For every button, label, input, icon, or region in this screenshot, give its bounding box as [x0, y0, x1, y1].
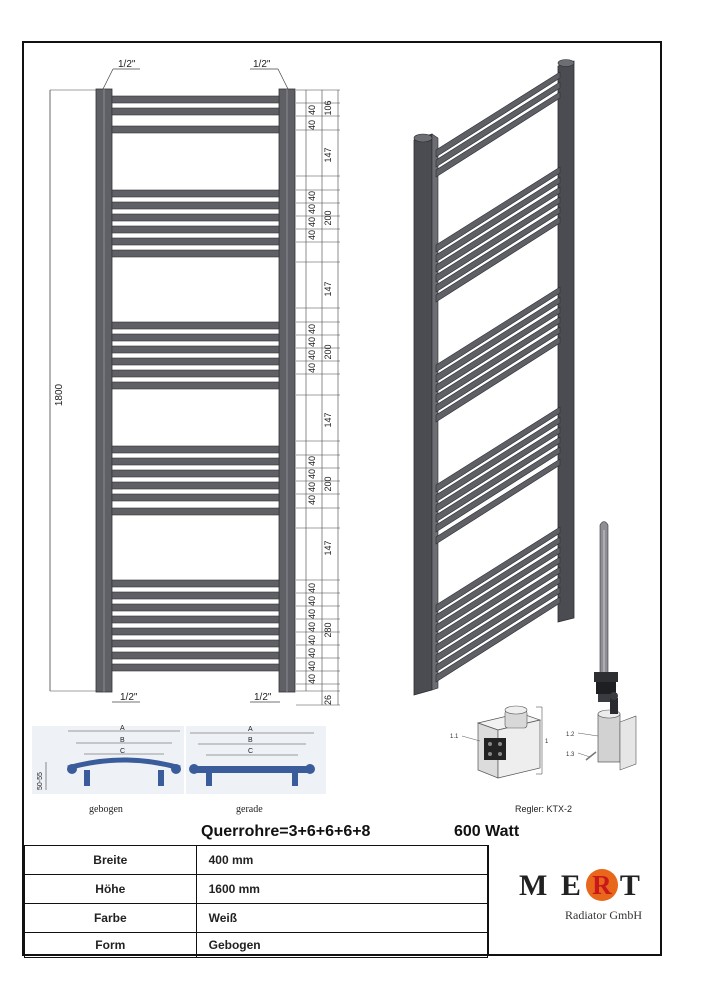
- dimension-label: 200: [323, 476, 333, 492]
- variant-straight: [186, 726, 326, 794]
- horizontal-tube: [112, 370, 279, 377]
- horizontal-tube: [112, 640, 279, 647]
- spec-row-width: [25, 846, 488, 875]
- pipe-size-label-bottom-right: 1/2": [254, 692, 272, 703]
- horizontal-tube: [112, 616, 279, 623]
- dimension-label: 200: [323, 210, 333, 226]
- part-label-1-3: 1.3: [566, 752, 575, 758]
- dimension-label: 40: [307, 323, 317, 335]
- dimension-label: 40: [307, 349, 317, 361]
- power-summary: 600 Watt: [454, 823, 520, 840]
- horizontal-tube: [112, 346, 279, 353]
- horizontal-tube: [112, 202, 279, 209]
- company-logo: [519, 869, 643, 903]
- heating-element: [594, 522, 618, 703]
- logo-box: [488, 845, 662, 956]
- spec-value: 1600 mm: [196, 875, 487, 904]
- dimension-label: 40: [307, 621, 317, 633]
- horizontal-tube: [112, 190, 279, 197]
- spec-value: 400 mm: [196, 846, 487, 875]
- horizontal-tube: [112, 226, 279, 233]
- horizontal-tube: [112, 322, 279, 329]
- dim-b-curved: B: [120, 737, 125, 744]
- dimension-label: 40: [307, 481, 317, 493]
- tubes-summary: Querrohre=3+6+6+6+8: [201, 823, 371, 840]
- dimension-label: 40: [307, 229, 317, 241]
- perspective-tube: [436, 82, 560, 167]
- spec-row-form: [25, 933, 488, 958]
- variant-curved: [32, 725, 184, 794]
- dim-a-curved: A: [120, 725, 125, 732]
- dimension-label: 40: [307, 203, 317, 215]
- dimension-label: 40: [307, 634, 317, 646]
- controller-diagram: [450, 692, 636, 778]
- part-label-1: 1: [545, 739, 549, 745]
- dimension-label: 147: [323, 412, 333, 428]
- controller-label: Regler: KTX-2: [515, 804, 573, 814]
- overall-height-label: 1800: [54, 383, 65, 407]
- horizontal-tube: [112, 214, 279, 221]
- dim-c-curved: C: [120, 748, 126, 755]
- dim-a-straight: A: [248, 726, 253, 733]
- spec-key: Höhe: [25, 875, 197, 904]
- horizontal-tube: [112, 96, 279, 103]
- dimension-label: 40: [307, 468, 317, 480]
- spec-value: Weiß: [196, 904, 487, 933]
- spec-key: Breite: [25, 846, 197, 875]
- spec-table: [24, 845, 488, 958]
- dimension-label: 40: [307, 104, 317, 116]
- straight-variant-label: gerade: [236, 804, 263, 815]
- horizontal-tube: [112, 508, 279, 515]
- dimension-label: 26: [323, 694, 333, 706]
- part-label-1-2: 1.2: [566, 732, 575, 738]
- company-subtitle: Radiator GmbH: [565, 908, 642, 922]
- spec-key: Farbe: [25, 904, 197, 933]
- horizontal-tube: [112, 580, 279, 587]
- logo-letters-before: M E: [519, 869, 584, 902]
- spec-key: Form: [25, 933, 197, 958]
- horizontal-tube: [112, 334, 279, 341]
- spec-value: Gebogen: [196, 933, 487, 958]
- depth-label: 50-55: [37, 772, 44, 790]
- dimension-label: 40: [307, 673, 317, 685]
- horizontal-tube: [112, 652, 279, 659]
- horizontal-tube: [112, 458, 279, 465]
- horizontal-tube: [112, 592, 279, 599]
- horizontal-tube: [112, 470, 279, 477]
- horizontal-tube: [112, 250, 279, 257]
- perspective-tube: [436, 92, 560, 177]
- horizontal-tube: [112, 126, 279, 133]
- front-view: [50, 59, 340, 705]
- dimension-label: 40: [307, 216, 317, 228]
- logo-r-circle: R: [586, 869, 618, 901]
- horizontal-tube: [112, 664, 279, 671]
- dimension-label: 106: [323, 100, 333, 116]
- dim-b-straight: B: [248, 737, 253, 744]
- horizontal-tube: [112, 494, 279, 501]
- horizontal-tube: [112, 108, 279, 115]
- horizontal-tube: [112, 604, 279, 611]
- dimension-label: 40: [307, 190, 317, 202]
- pipe-size-label-top-left: 1/2": [118, 59, 136, 70]
- dimension-label: 40: [307, 660, 317, 672]
- dimension-label: 280: [323, 622, 333, 638]
- pipe-size-label-top-right: 1/2": [253, 59, 271, 70]
- dimension-label: 40: [307, 647, 317, 659]
- perspective-view: [414, 60, 574, 696]
- dimension-label: 40: [307, 595, 317, 607]
- spec-row-color: [25, 904, 488, 933]
- dimension-label: 40: [307, 336, 317, 348]
- dimension-label: 40: [307, 494, 317, 506]
- pipe-size-label-bottom-left: 1/2": [120, 692, 138, 703]
- horizontal-tube: [112, 238, 279, 245]
- dimension-label: 200: [323, 344, 333, 360]
- horizontal-tube: [112, 382, 279, 389]
- horizontal-tube: [112, 628, 279, 635]
- dimension-label: 40: [307, 608, 317, 620]
- dimension-label: 147: [323, 147, 333, 163]
- dimension-label: 147: [323, 540, 333, 556]
- dimension-label: 40: [307, 582, 317, 594]
- part-label-1-1: 1.1: [450, 734, 459, 740]
- horizontal-tube: [112, 482, 279, 489]
- logo-letters-after: T: [619, 869, 643, 902]
- curved-variant-label: gebogen: [89, 804, 123, 815]
- dimension-label: 40: [307, 362, 317, 374]
- perspective-tube: [436, 72, 560, 157]
- horizontal-tube: [112, 358, 279, 365]
- dimension-label: 147: [323, 281, 333, 297]
- dimension-label: 40: [307, 119, 317, 131]
- horizontal-tube: [112, 446, 279, 453]
- dimension-label: 40: [307, 455, 317, 467]
- spec-row-height: [25, 875, 488, 904]
- dim-c-straight: C: [248, 748, 254, 755]
